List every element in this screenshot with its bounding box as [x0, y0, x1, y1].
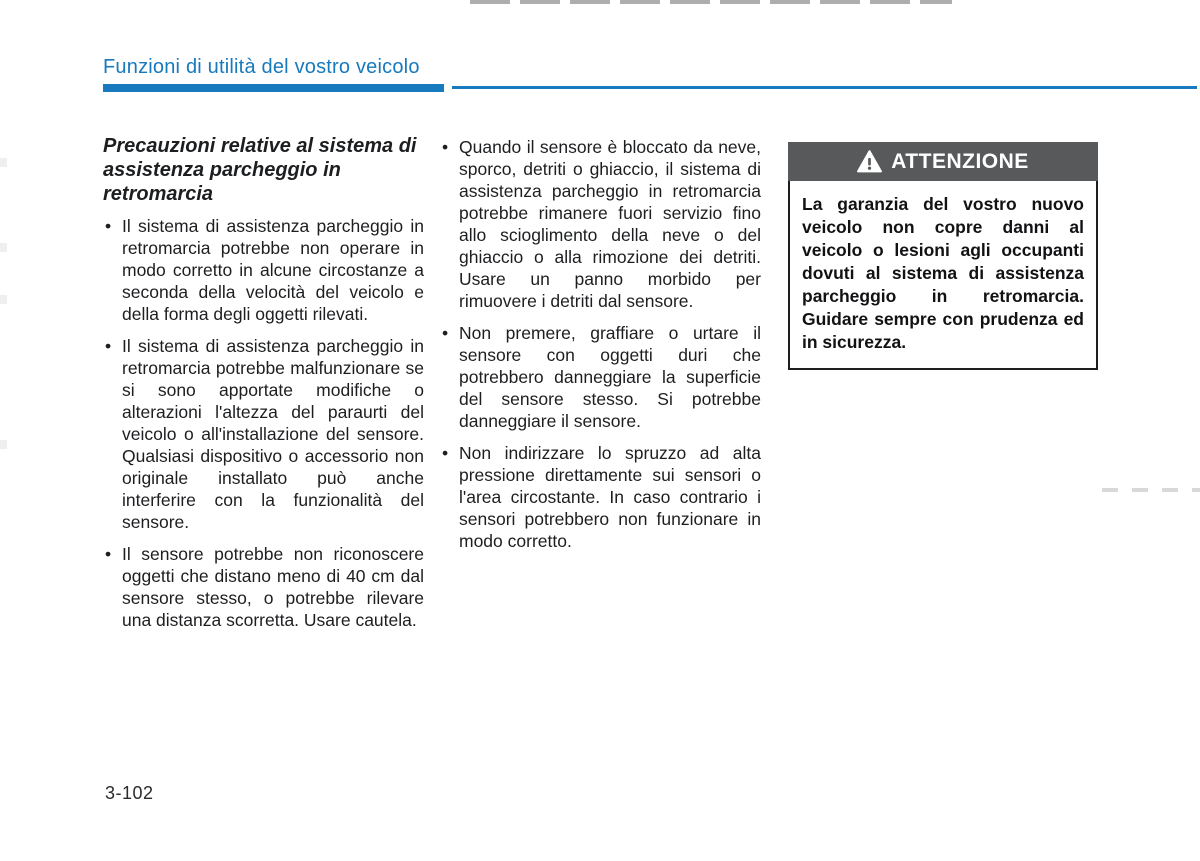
bullet-icon: •: [442, 443, 449, 463]
bullet-text: Quando il sensore è bloccato da neve, sporco, detriti o ghiaccio, il sistema di assistenza parcheggio in retromarcia potrebbe rimanere fuori servizio fino allo scioglimento della neve o del ghiaccio o alla rimozione dei detriti. Usare un panno morbido per rimuovere i detriti dal sensore.: [459, 137, 761, 311]
left-bullet-list: [103, 215, 424, 631]
bullet-text: Non indirizzare lo spruzzo ad alta pressione direttamente sui sensori o l'area circostante. In caso contrario i sensori potrebbero non funzionare in modo corretto.: [459, 443, 761, 551]
list-item: [440, 442, 761, 552]
list-item: [103, 215, 424, 325]
bullet-icon: •: [105, 336, 112, 356]
middle-column: [440, 136, 761, 562]
bullet-text: Non premere, graffiare o urtare il sensore con oggetti duri che potrebbero danneggiare la superficie del sensore stesso. Si potrebbe danneggiare il sensore.: [459, 323, 761, 431]
list-item: [103, 543, 424, 631]
bullet-text: Il sensore potrebbe non riconoscere oggetti che distano meno di 40 cm dal sensore stesso, o potrebbe rilevare una distanza scorretta. Usare cautela.: [122, 544, 424, 630]
attention-body-text: La garanzia del vostro nuovo veicolo non copre danni al veicolo o lesioni agli occupanti dovuti al sistema di assistenza parcheggio in retromarcia. Guidare sempre con prudenza ed in sicurezza.: [788, 181, 1098, 370]
bullet-text: Il sistema di assistenza parcheggio in retromarcia potrebbe malfunzionare se si sono apportate modifiche o alterazioni l'altezza del paraurti del veicolo o all'installazione del sensore. Qualsiasi dispositivo o accessorio non originale installato può anche interferire con la funzionalità del sensore.: [122, 336, 424, 532]
attention-title: ATTENZIONE: [891, 149, 1029, 173]
left-column: [103, 134, 424, 641]
page-number: 3-102: [105, 783, 154, 803]
section-heading: Precauzioni relative al sistema di assistenza parcheggio in retromarcia: [103, 135, 417, 205]
scan-artifact-tick: [0, 243, 7, 252]
middle-bullet-list: [440, 136, 761, 552]
warning-triangle-icon: [857, 150, 882, 173]
header-underline-bar: [103, 84, 444, 92]
scan-artifact-top-dashes: [470, 0, 952, 4]
bullet-text: Il sistema di assistenza parcheggio in retromarcia potrebbe non operare in modo corretto in alcune circostanze a seconda della velocità del veicolo e della forma degli oggetti rilevati.: [122, 216, 424, 324]
header-rule-line: [452, 86, 1197, 89]
scan-artifact-tick: [0, 295, 7, 304]
page-header-title: Funzioni di utilità del vostro veicolo: [103, 56, 420, 78]
attention-header: [788, 142, 1098, 181]
attention-warning-box: [788, 142, 1098, 370]
bullet-icon: •: [105, 216, 112, 236]
list-item: [103, 335, 424, 533]
bullet-icon: •: [105, 544, 112, 564]
bullet-icon: •: [442, 323, 449, 343]
list-item: [440, 136, 761, 312]
scan-artifact-right-dashes: [1102, 488, 1200, 492]
scan-artifact-tick: [0, 440, 7, 449]
bullet-icon: •: [442, 137, 449, 157]
scan-artifact-tick: [0, 158, 7, 167]
list-item: [440, 322, 761, 432]
